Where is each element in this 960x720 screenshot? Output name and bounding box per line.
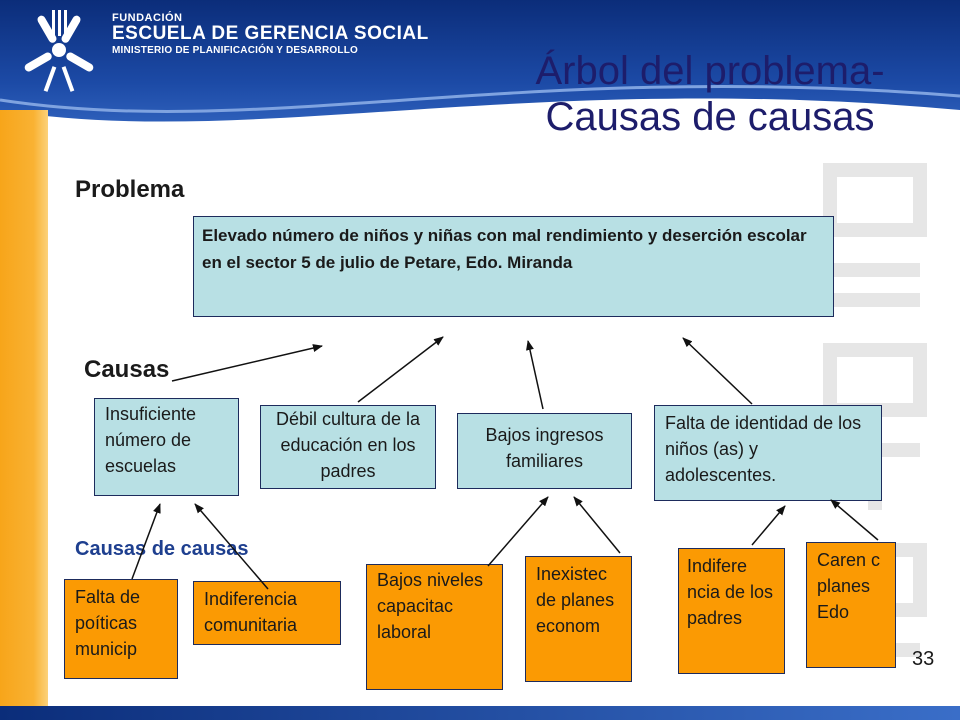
arrow-cause1-to-problem	[172, 346, 322, 381]
cause-box: Falta de identidad de los niños (as) y adolescentes.	[654, 405, 882, 501]
arrow-cause4-to-problem	[683, 338, 752, 404]
cause-box: Débil cultura de la educación en los padres	[260, 405, 436, 489]
arrow-sub5-to-cause4	[752, 506, 785, 545]
sub-cause-box: Caren c planes Edo	[806, 542, 896, 668]
title-line-1: Árbol del problema-	[535, 49, 885, 93]
cause-box: Insuficiente número de escuelas	[94, 398, 239, 496]
arrow-cause3-to-problem	[528, 341, 543, 409]
page-number: 33	[912, 648, 935, 670]
org-line-1: FUNDACIÓN	[112, 12, 183, 24]
sub-cause-box: Inexistec de planes econom	[525, 556, 632, 682]
cause-box: Bajos ingresos familiares	[457, 413, 632, 489]
sub-cause-box: Bajos niveles capacitac laboral	[366, 564, 503, 690]
causas-de-causas-label: Causas de causas	[75, 538, 249, 560]
problem-box: Elevado número de niños y niñas con mal rendimiento y deserción escolar en el sector 5 de julio de Petare, Edo. Miranda	[193, 216, 834, 317]
arrow-sub6-to-cause4	[831, 500, 878, 540]
arrow-sub1-to-cause1	[132, 504, 160, 579]
arrow-sub3-to-cause3	[488, 497, 548, 566]
sub-cause-box: Indiferencia comunitaria	[193, 581, 341, 645]
arrow-cause2-to-problem	[358, 337, 443, 402]
title-line-2: Causas de causas	[545, 95, 875, 139]
causas-label: Causas	[84, 356, 170, 383]
arrow-sub2-to-cause1	[195, 504, 268, 589]
sub-cause-box: Indifere ncia de los padres	[678, 548, 785, 674]
org-line-2: ESCUELA DE GERENCIA SOCIAL	[112, 23, 429, 45]
org-line-3: MINISTERIO DE PLANIFICACIÓN Y DESARROLLO	[112, 44, 358, 56]
problema-label: Problema	[75, 176, 185, 203]
arrow-sub4-to-cause3	[574, 497, 620, 553]
sub-cause-box: Falta de poíticas municip	[64, 579, 178, 679]
